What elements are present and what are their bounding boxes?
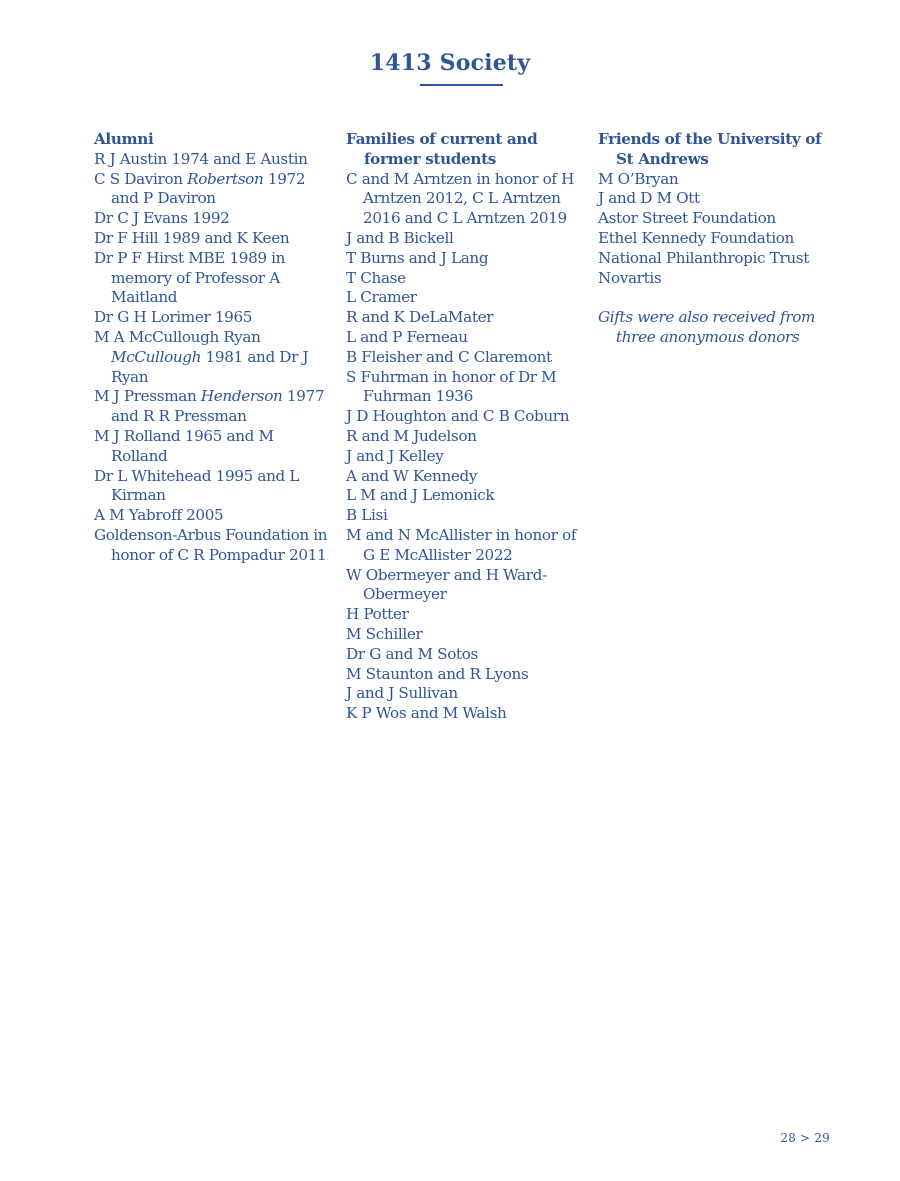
family-entry: R and M Judelson (346, 426, 477, 445)
alumni-entry (94, 170, 334, 210)
family-entry: B Lisi (346, 506, 388, 525)
friend-entry: J and D M Ott (598, 189, 700, 208)
page-number: 28 > 29 (780, 1131, 830, 1145)
family-entry: L and P Ferneau (346, 327, 468, 346)
alumni-entry: Dr C J Evans 1992 (94, 209, 230, 228)
alumni-entry-detail: 1972 and P Daviron (111, 169, 306, 208)
family-entry: A and W Kennedy (346, 466, 478, 485)
families-list (346, 170, 586, 724)
alumni-entry-detail: 1977 and R R Pressman (111, 387, 325, 426)
alumni-entry: Dr G H Lorimer 1965 (94, 308, 253, 327)
family-entry: J and J Sullivan (346, 684, 458, 703)
friends-column (598, 130, 838, 363)
family-entry: B Fleisher and C Claremont (346, 347, 552, 366)
alumni-entry-detail: 1981 and Dr J Ryan (111, 347, 309, 386)
alumni-entry: M J Rolland 1965 and M Rolland (94, 426, 274, 465)
family-entry: T Chase (346, 268, 406, 287)
family-entry: W Obermeyer and H Ward-Obermeyer (346, 565, 547, 604)
alumni-entry-former-name: McCullough (111, 347, 202, 366)
family-entry: Dr G and M Sotos (346, 644, 478, 663)
family-entry: J and J Kelley (346, 446, 444, 465)
family-entry: T Burns and J Lang (346, 248, 489, 267)
friends-list (598, 170, 838, 289)
family-entry: J and B Bickell (346, 228, 454, 247)
alumni-entry (94, 387, 334, 427)
friend-entry: Astor Street Foundation (598, 209, 776, 228)
alumni-entry-former-name: Robertson (187, 169, 264, 188)
alumni-entry (94, 328, 334, 387)
family-entry: L Cramer (346, 288, 417, 307)
page-title: 1413 Society (369, 50, 531, 76)
friend-entry: Novartis (598, 268, 662, 287)
families-column (346, 130, 586, 724)
family-entry: K P Wos and M Walsh (346, 704, 507, 723)
alumni-entry: R J Austin 1974 and E Austin (94, 149, 308, 168)
family-entry: L M and J Lemonick (346, 486, 495, 505)
friend-entry: Ethel Kennedy Foundation (598, 228, 794, 247)
friends-heading: Friends of the University of St Andrews (598, 130, 822, 168)
friend-entry: National Philanthropic Trust (598, 248, 809, 267)
alumni-entry: Dr P F Hirst MBE 1989 in memory of Professor A Maitland (94, 248, 286, 307)
family-entry: H Potter (346, 605, 409, 624)
alumni-entry-former-name: Henderson (200, 387, 283, 406)
alumni-entry-name: M J Pressman (94, 387, 201, 406)
alumni-column (94, 130, 334, 566)
family-entry: R and K DeLaMater (346, 308, 494, 327)
alumni-entry: Goldenson-Arbus Foundation in honor of C R Pompadur 2011 (94, 525, 328, 564)
family-entry: M Staunton and R Lyons (346, 664, 529, 683)
title-underline (420, 84, 503, 86)
family-entry: M and N McAllister in honor of G E McAllister 2022 (346, 525, 577, 564)
alumni-entry: A M Yabroff 2005 (94, 506, 224, 525)
alumni-list (94, 150, 334, 566)
alumni-entry: Dr F Hill 1989 and K Keen (94, 228, 290, 247)
family-entry: M Schiller (346, 624, 423, 643)
family-entry: C and M Arntzen in honor of H Arntzen 2012, C L Arntzen 2016 and C L Arntzen 2019 (346, 169, 575, 228)
friend-entry: M O’Bryan (598, 169, 679, 188)
alumni-entry-name: M A McCullough Ryan (94, 327, 261, 346)
family-entry: J D Houghton and C B Coburn (346, 407, 570, 426)
alumni-entry-name: C S Daviron (94, 169, 188, 188)
alumni-entry: Dr L Whitehead 1995 and L Kirman (94, 466, 300, 505)
family-entry: S Fuhrman in honor of Dr M Fuhrman 1936 (346, 367, 557, 406)
families-heading: Families of current and former students (346, 130, 538, 168)
alumni-heading: Alumni (94, 130, 154, 148)
anonymous-donors-note: Gifts were also received from three anonymous donors (598, 308, 816, 347)
